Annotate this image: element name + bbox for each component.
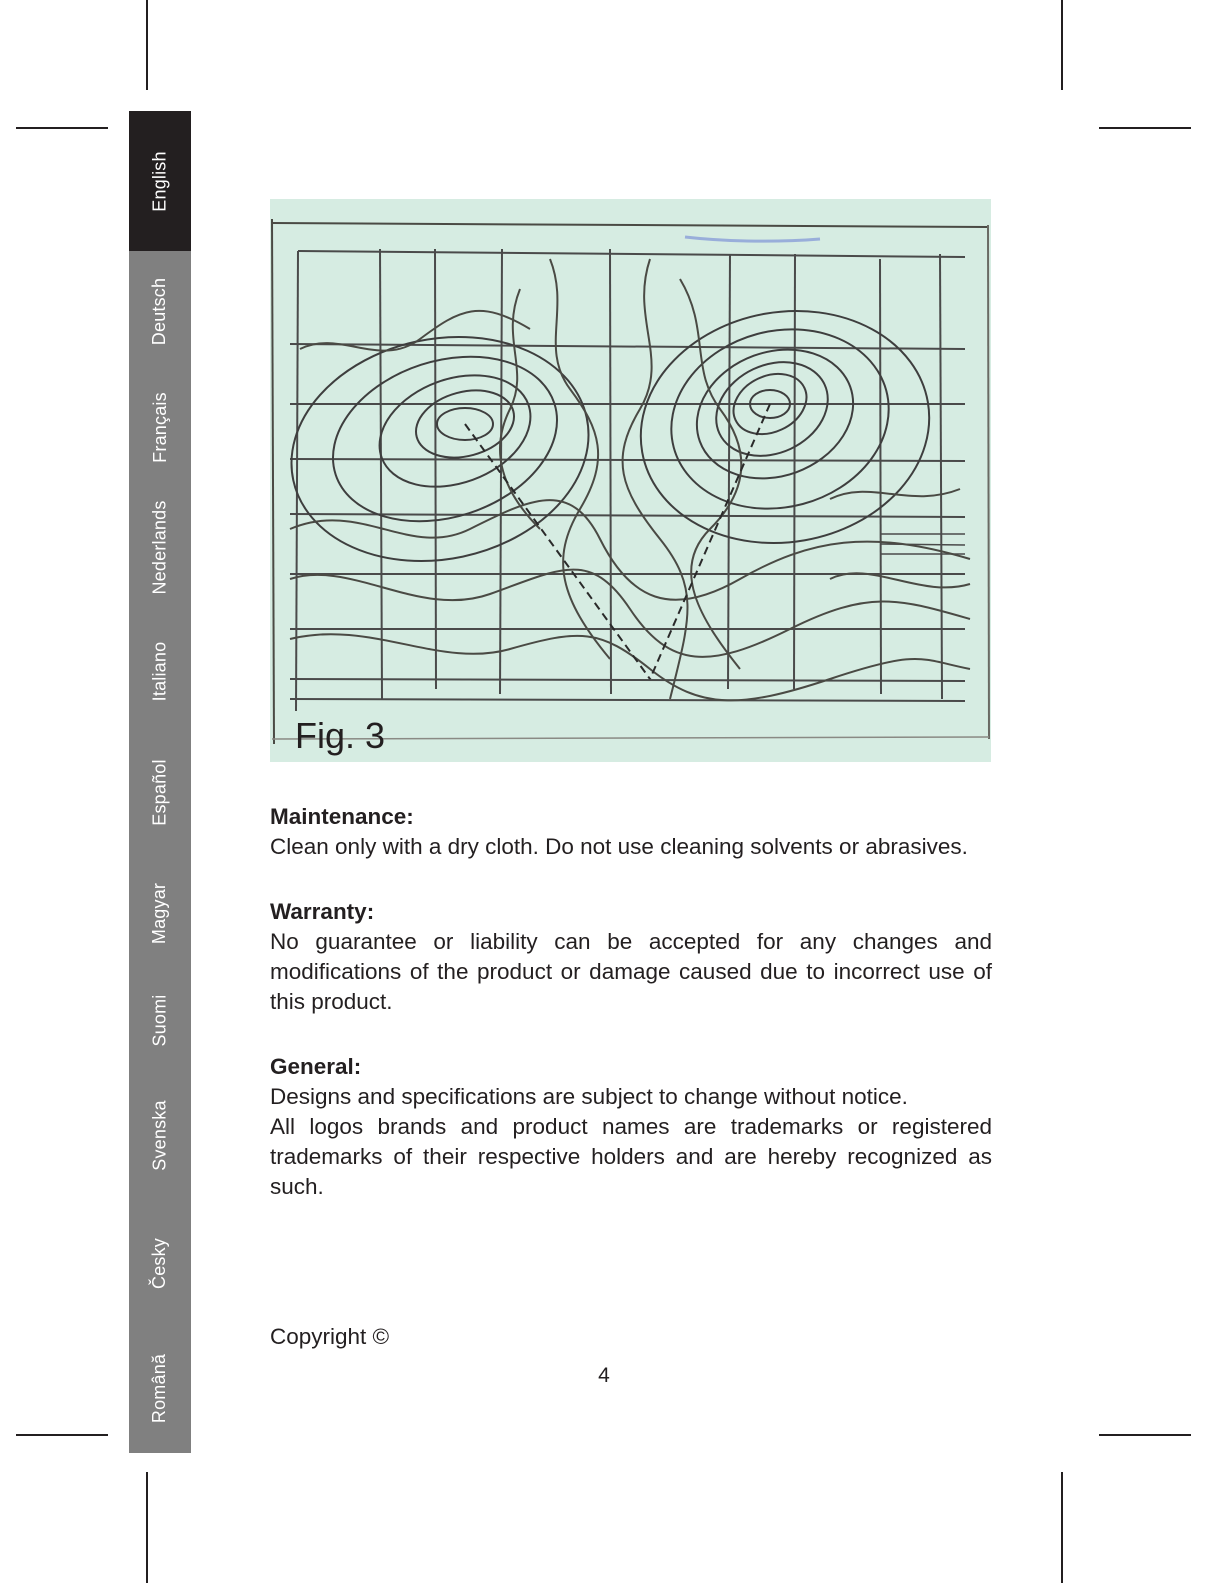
figure-label: Fig. 3 xyxy=(295,715,386,756)
warranty-text: No guarantee or liability can be accepted for any changes and modifications of the product or damage caused due to incorrect use of this product. xyxy=(270,929,992,1014)
general-text-trademarks: All logos brands and product names are trademarks or registered trademarks of their respective holders and are hereby recognized as such. xyxy=(270,1114,992,1199)
general-text-specifications: Designs and specifications are subject to change without notice. xyxy=(270,1084,908,1109)
language-tab-espanol: Español xyxy=(149,758,170,826)
language-tab-cesky: Česky xyxy=(149,1237,170,1289)
language-tab-nederlands: Nederlands xyxy=(149,499,170,595)
crop-mark xyxy=(16,127,108,129)
language-tab-svenska: Svenska xyxy=(149,1099,170,1171)
crop-mark xyxy=(1099,1434,1191,1436)
crop-mark xyxy=(146,0,148,90)
warranty-heading: Warranty: xyxy=(270,899,375,924)
crop-mark xyxy=(1099,127,1191,129)
language-tab-magyar: Magyar xyxy=(149,882,170,944)
general-heading: General: xyxy=(270,1054,362,1079)
language-tabs xyxy=(129,111,191,1453)
crop-mark xyxy=(1061,0,1063,90)
figure-topographic-map xyxy=(270,199,991,762)
crop-mark xyxy=(16,1434,108,1436)
language-tab-francais: Français xyxy=(149,391,170,463)
copyright-notice: Copyright © xyxy=(270,1324,390,1349)
crop-mark xyxy=(146,1472,148,1583)
maintenance-text: Clean only with a dry cloth. Do not use cleaning solvents or abrasives. xyxy=(270,834,968,859)
crop-mark xyxy=(1061,1472,1063,1583)
language-tab-romana: Română xyxy=(149,1353,170,1423)
maintenance-heading: Maintenance: xyxy=(270,804,414,829)
document-body xyxy=(270,802,992,1202)
topographic-map-icon xyxy=(270,199,991,762)
language-tab-deutsch: Deutsch xyxy=(149,277,170,345)
language-tab-italiano: Italiano xyxy=(149,641,170,701)
language-tab-suomi: Suomi xyxy=(149,993,170,1047)
language-tab-english: English xyxy=(129,111,191,251)
page-number: 4 xyxy=(598,1364,610,1387)
